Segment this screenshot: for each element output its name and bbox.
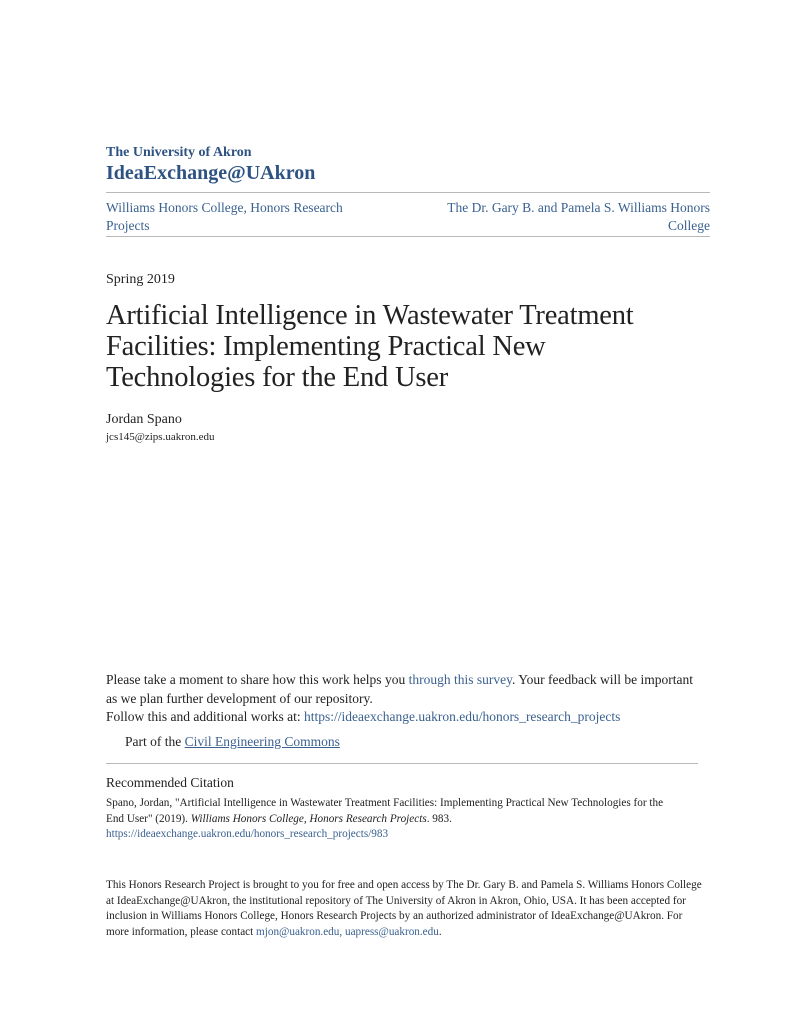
divider-citation [106,763,698,764]
notice-text: This Honors Research Project is brought to you for free and open access by The Dr. Gary B. and Pamela S. Williams Honors College at IdeaExchange@UAkron, the institutional repository of The University of Akron in Akron, Ohio, USA. It has been accepted for inclusion in Williams Honors College, Honors Research Projects by an authorized administrator of IdeaExchange@UAkron. For more information, please contact [106,879,702,938]
civil-engineering-commons-link[interactable]: Civil Engineering Commons [184,734,340,749]
contact-email-2[interactable]: uapress@uakron.edu [344,925,439,938]
title-line-3: Technologies for the End User [106,362,449,393]
author-email: jcs145@zips.uakron.edu [106,431,215,443]
citation-text [106,796,666,843]
repository-name[interactable]: IdeaExchange@UAkron [106,162,316,184]
contact-email-1[interactable]: mjon@uakron.edu, [256,925,343,938]
access-notice [106,878,706,940]
follow-line [106,708,726,726]
title-line-1: Artificial Intelligence in Wastewater Treatment [106,300,634,331]
notice-end: . [438,925,442,938]
collection-left-line1[interactable]: Williams Honors College, Honors Research [106,200,343,215]
citation-url-link[interactable]: https://ideaexchange.uakron.edu/honors_research_projects/983 [106,828,389,840]
survey-paragraph [106,671,706,708]
citation-plain: Spano, Jordan, "Artificial Intelligence in Wastewater Treatment Facilities: Implementing Practical New Technologies for the End User" (2019). [106,797,664,825]
collection-link-left[interactable] [106,199,386,235]
follow-label: Follow this and additional works at: [106,709,304,724]
collection-left-line2[interactable]: Projects [106,218,150,233]
part-of-line [125,733,340,751]
survey-text-before: Please take a moment to share how this work helps you [106,672,409,687]
collection-right-line1[interactable]: The Dr. Gary B. and Pamela S. Williams Honors [447,200,710,215]
author-name: Jordan Spano [106,412,182,427]
citation-number: . 983. [426,812,452,825]
part-of-label: Part of the [125,734,185,749]
collection-right-line2[interactable]: College [668,218,710,233]
collection-link-right[interactable] [420,199,710,235]
follow-url-link[interactable]: https://ideaexchange.uakron.edu/honors_research_projects [304,709,621,724]
publication-date: Spring 2019 [106,272,175,287]
title-line-2: Facilities: Implementing Practical New [106,331,546,362]
survey-text-after: . Your feedback will be important as we plan further development of our repository. [106,672,694,706]
paper-title [106,300,706,393]
citation-series: Williams Honors College, Honors Research Projects [190,812,427,825]
survey-link[interactable]: through this survey [408,672,512,687]
divider-collections [106,236,710,237]
citation-heading: Recommended Citation [106,775,234,790]
university-name: The University of Akron [106,145,252,160]
divider-top [106,192,710,193]
